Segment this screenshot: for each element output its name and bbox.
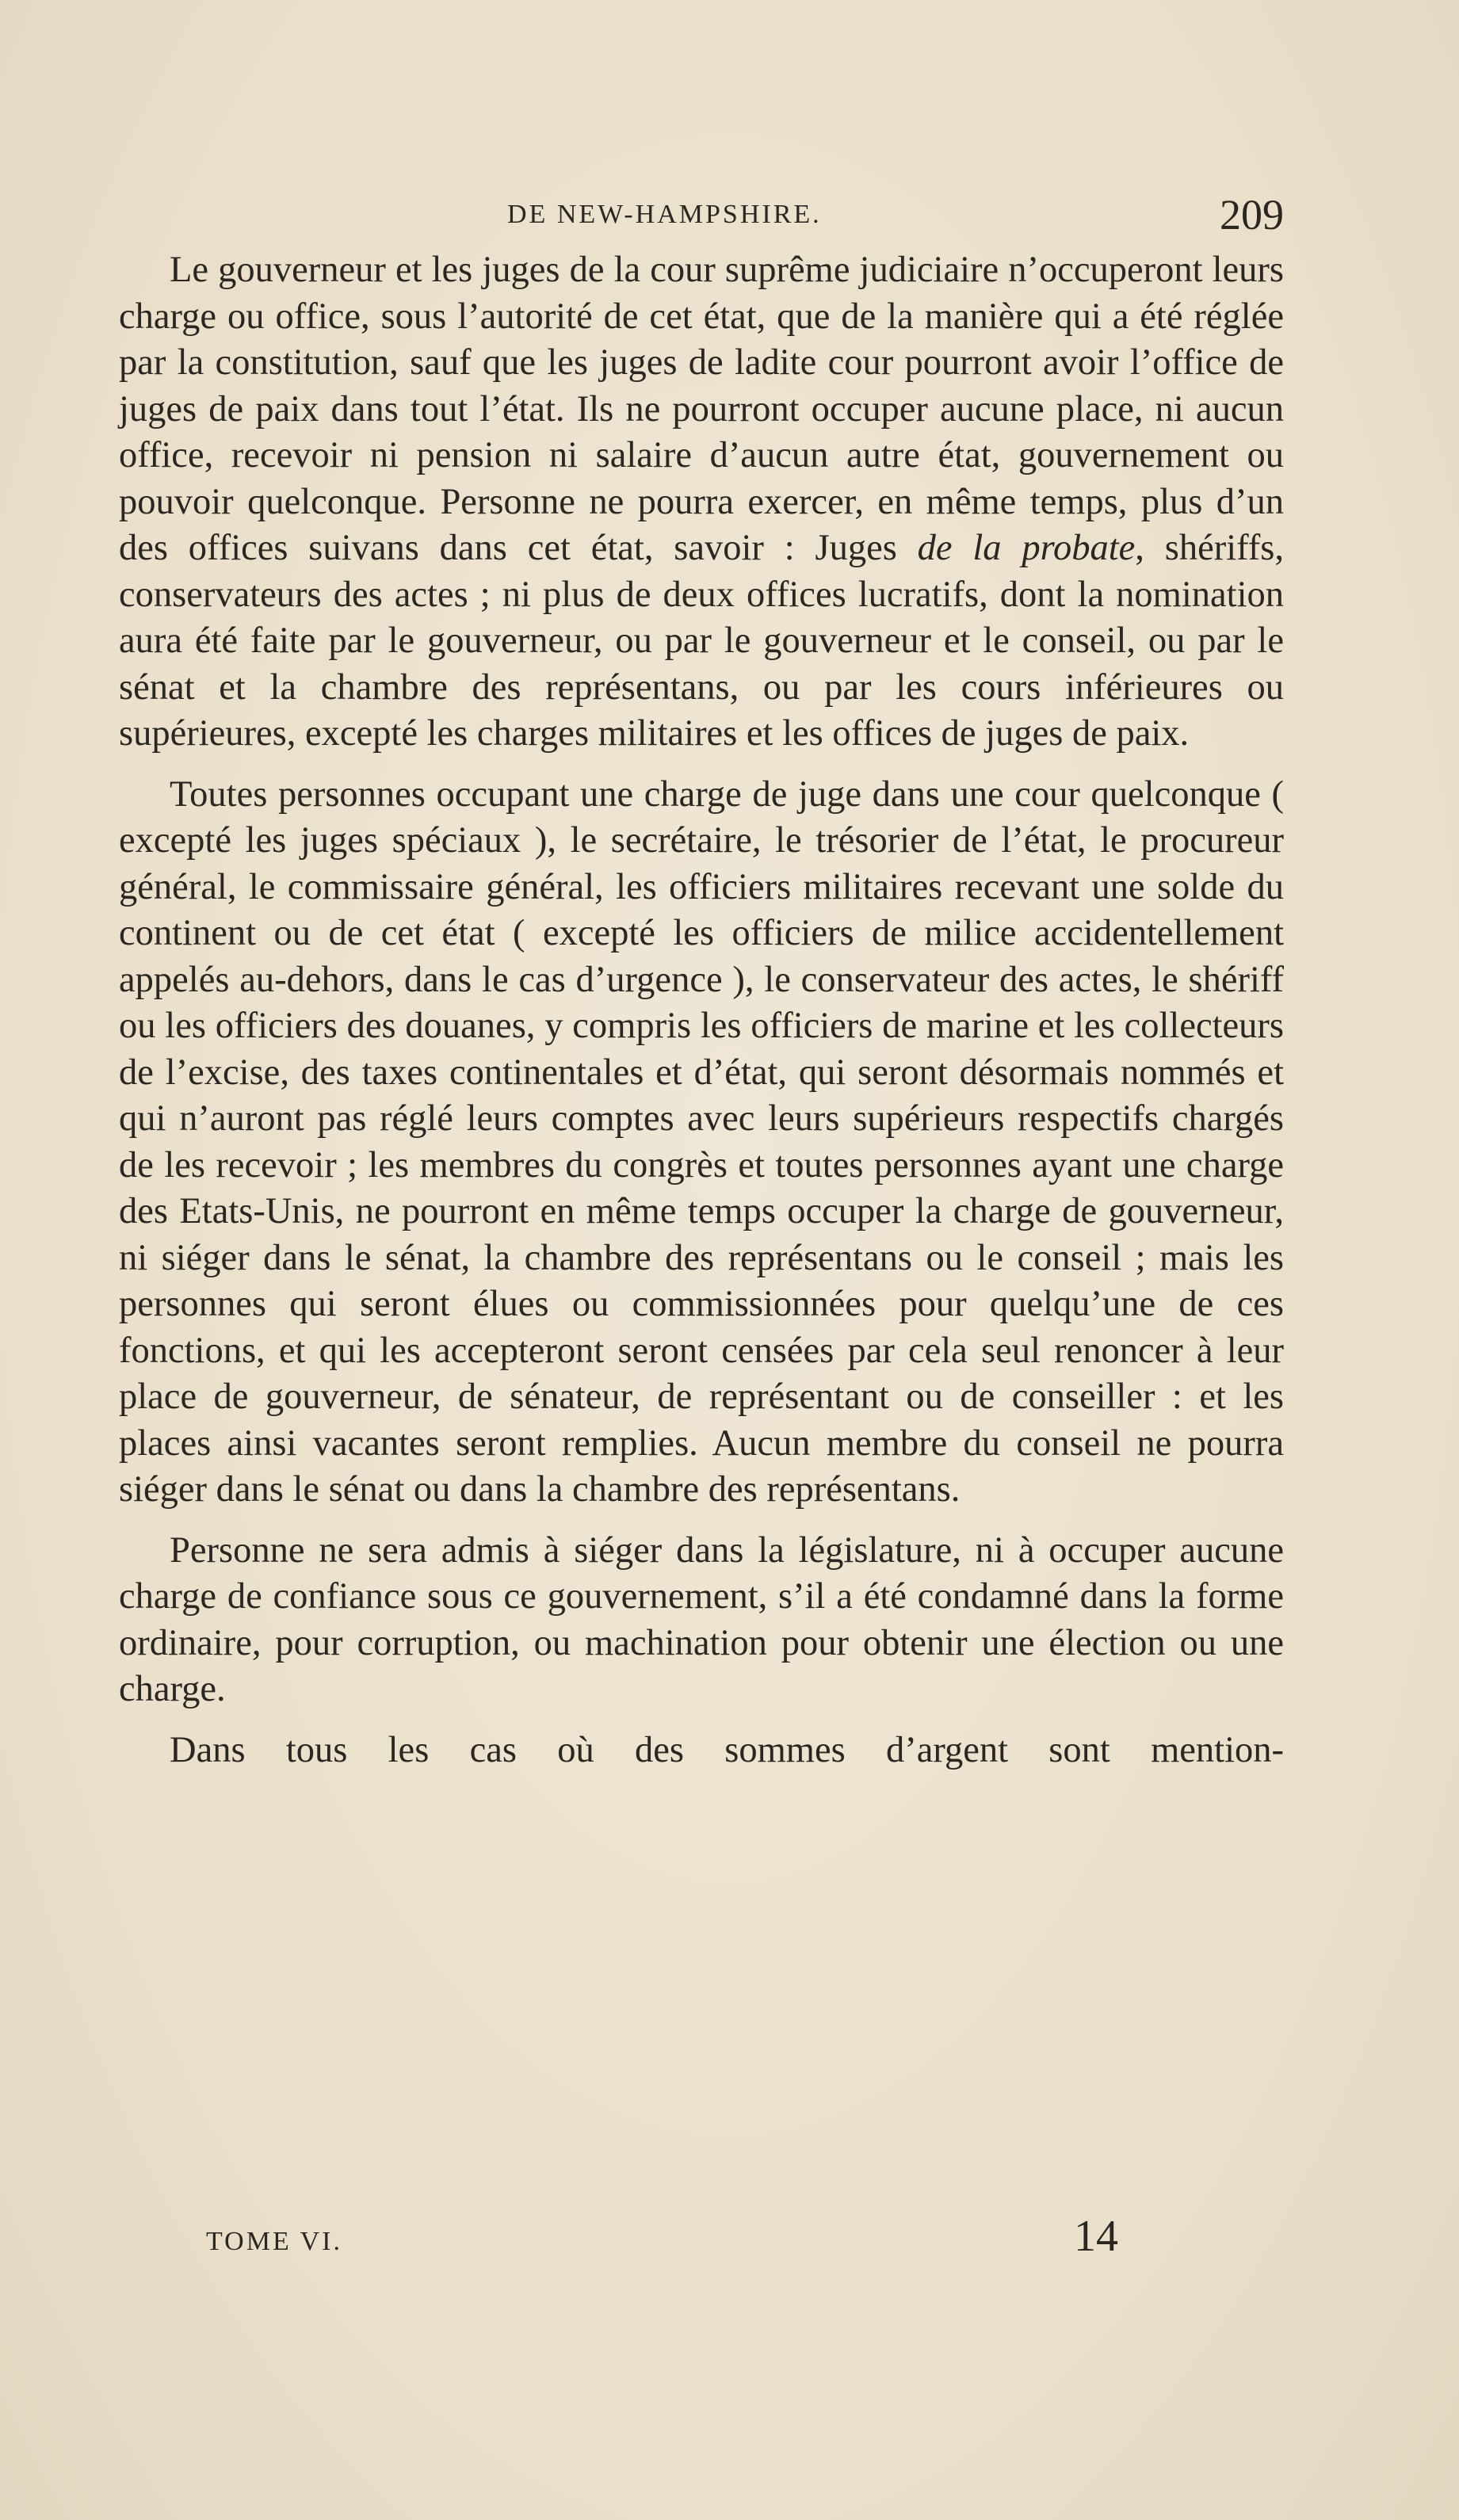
signature-mark: TOME VI. xyxy=(206,2227,342,2256)
signature-number: 14 xyxy=(1074,2212,1118,2261)
running-title: DE NEW-HAMPSHIRE. xyxy=(507,200,822,229)
paragraph-1 xyxy=(119,247,1284,758)
paragraph-4: Dans tous les cas où des sommes d’argent sont mention- xyxy=(170,1729,1284,1770)
paragraph-1-italic-term: de la probate xyxy=(917,528,1136,568)
body-text xyxy=(119,247,1284,1788)
paragraph-3: Personne ne sera admis à siéger dans la législature, ni à occuper aucune charge de confiance sous ce gouvernement, s’il a été condamné dans la forme ordinaire, pour corruption, ou machination pour obtenir une élection ou une charge. xyxy=(119,1529,1284,1709)
page-number: 209 xyxy=(1220,191,1284,239)
page-footer xyxy=(119,2211,1284,2274)
paragraph-1-text-before: Le gouverneur et les juges de la cour suprême judiciaire n’occuperont leurs charge ou office, sous l’autorité de cet état, que de la manière qui a été réglée par la constitution, sauf que les juges de ladite cour pourront avoir l’office de juges de paix dans tout l’état. Ils ne pourront occuper aucune place, ni aucun office, recevoir ni pension ni salaire d’aucun autre état, gouvernement ou pouvoir quelconque. Personne ne pourra exercer, en même temps, plus d’un des offices suivans dans cet état, savoir : Juges xyxy=(119,250,1284,568)
paragraph-2: Toutes personnes occupant une charge de juge dans une cour quelconque ( excepté les juges spéciaux ), le secrétaire, le trésorier de l’état, le procureur général, le commissaire général, les officiers militaires recevant une solde du continent ou de cet état ( excepté les officiers de milice accidentellement appelés au-dehors, dans le cas d’urgence ), le conservateur des actes, le shériff ou les officiers des douanes, y compris les officiers de marine et les collecteurs de l’excise, des taxes continentales et d’état, qui seront désormais nommés et qui n’auront pas réglé leurs comptes avec leurs supérieurs respectifs chargés de les recevoir ; les membres du congrès et toutes personnes ayant une charge des Etats-Unis, ne pourront en même temps occuper la charge de gouverneur, ni siéger dans le sénat, la chambre des représentans ou le conseil ; mais les personnes qui seront élues ou commissionnées pour quelqu’une de ces fonctions, et qui les accepteront seront censées par cela seul renoncer à leur place de gouverneur, de sénateur, de représentant ou de conseiller : et les places ainsi vacantes seront remplies. Aucun membre du conseil ne pourra siéger dans le sénat ou dans la chambre des représentans. xyxy=(119,773,1284,1510)
paragraph-1-text-after: , shériffs, conservateurs des actes ; ni plus de deux offices lucratifs, dont la nomination aura été faite par le gouverneur, ou par le gouverneur et le conseil, ou par le sénat et la chambre des représentans, ou par les cours inférieures ou supérieures, excepté les charges militaires et les offices de juges de paix. xyxy=(119,528,1284,754)
running-head xyxy=(119,189,1284,244)
